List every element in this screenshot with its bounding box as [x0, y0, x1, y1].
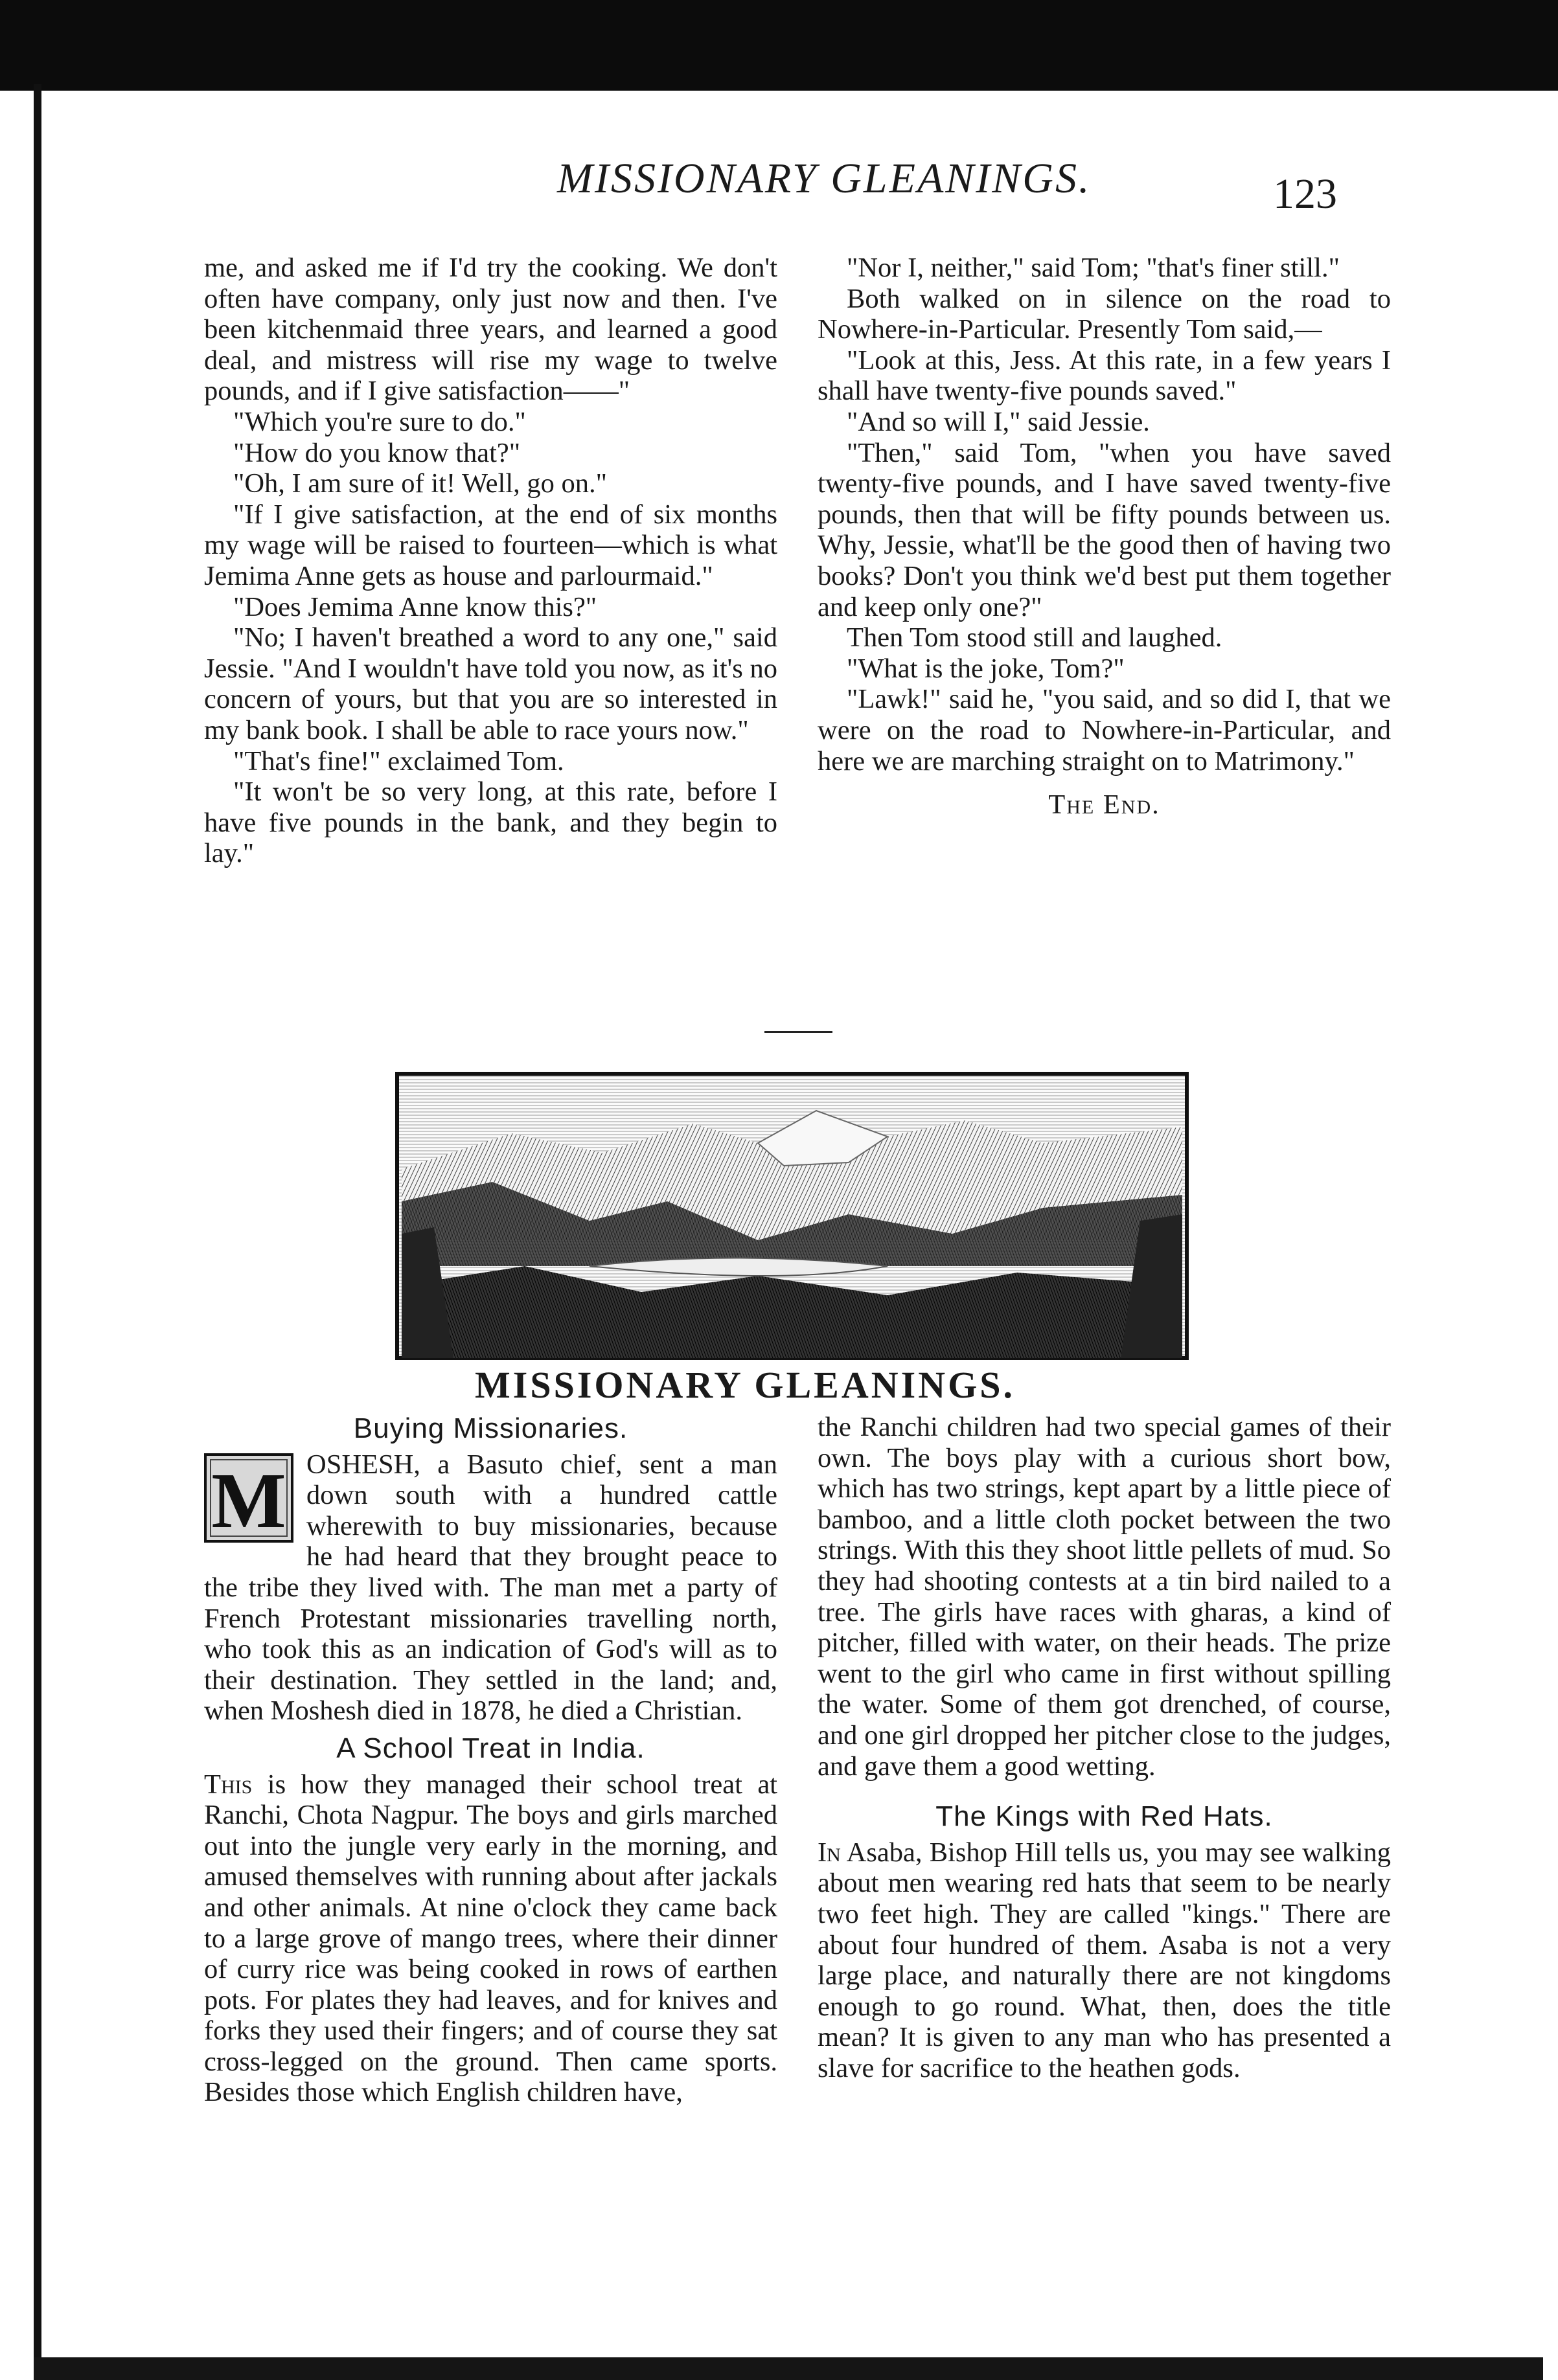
story-paragraph: "Which you're sure to do.": [233, 406, 526, 437]
story-paragraph: "Then," said Tom, "when you have saved twenty-five pounds, and I have saved twenty-five pounds, then that will be fifty pounds between us. Why, Jessie, what'll be the good then of having two books? Don't you think we'd best put them together and keep only one?": [818, 437, 1391, 622]
article-school-treat-body: [204, 1769, 777, 2109]
scan-left-border: [34, 84, 41, 2380]
story-paragraph: "That's fine!" exclaimed Tom.: [233, 745, 564, 776]
story-paragraph: "It won't be so very long, at this rate, before I have five pounds in the bank, and they begin to lay.": [204, 776, 777, 869]
story-right-column: [818, 253, 1391, 821]
article-buying-text: OSHESH, a Basuto chief, sent a man down south with a hundred cattle wherewith to buy missionaries, because he had heard that they brought peace to the tribe they lived with. The man met a party of French Protestant missionaries travelling north, who took this as an indication of God's will as to their destination. They settled in the land; and, when Moshesh died in 1878, he died a Christian.: [204, 1449, 777, 1727]
story-paragraph: "Nor I, neither," said Tom; "that's finer still.": [847, 253, 1340, 283]
articles-right-column: [818, 1412, 1391, 2083]
story-paragraph: "No; I haven't breathed a word to any one," said Jessie. "And I wouldn't have told you now, as it's no concern of yours, but that you are so interested in my bank book. I shall be able to race yours now.": [204, 622, 777, 745]
article-buying-body: [204, 1449, 777, 1727]
story-paragraph: "If I give satisfaction, at the end of six months my wage will be raised to fourteen—which is what Jemima Anne gets as house and parlourmaid.": [204, 499, 777, 591]
story-paragraph: "Lawk!" said he, "you said, and so did I, that we were on the road to Nowhere-in-Particular, and here we are marching straight on to Matrimony.": [818, 684, 1391, 776]
dropcap-letter: M: [211, 1456, 286, 1543]
section-title: MISSIONARY GLEANINGS.: [475, 1364, 1015, 1406]
landscape-engraving: [395, 1072, 1189, 1360]
page-number: 123: [1273, 170, 1337, 218]
the-end: The End.: [1048, 789, 1160, 821]
articles-left-column: [204, 1412, 777, 2108]
lead-word: In: [818, 1837, 841, 1868]
story-paragraph: me, and asked me if I'd try the cooking. We don't often have company, only just now and then. I've been kitchenmaid three years, and learned a good deal, and mistress will rise my wage to twelve pounds, and if I give satisfaction——": [204, 253, 777, 407]
article-school-treat-text: is how they managed their school treat at Ranchi, Chota Nagpur. The boys and girls marched out into the jungle very early in the morning, and amused themselves with running about after jackals and other animals. At nine o'clock they came back to a large grove of mango trees, where their dinner of curry rice was being cooked in rows of earthen pots. For plates they had leaves, and for knives and forks they used their fingers; and of course they sat cross-legged on the ground. Then came sports. Besides those which English children have,: [204, 1769, 777, 2108]
lead-word: This: [204, 1769, 253, 1800]
article-heading-kings: The Kings with Red Hats.: [935, 1800, 1273, 1833]
dropcap-ornament: [204, 1453, 293, 1543]
article-heading-school-treat: A School Treat in India.: [336, 1732, 645, 1764]
story-paragraph: "Oh, I am sure of it! Well, go on.": [233, 468, 607, 499]
article-kings-body: [818, 1837, 1391, 2084]
story-paragraph: "And so will I," said Jessie.: [847, 406, 1150, 437]
running-head: MISSIONARY GLEANINGS.: [557, 155, 1092, 202]
story-paragraph: Then Tom stood still and laughed.: [847, 622, 1222, 653]
scan-top-border: [0, 0, 1558, 91]
story-paragraph: "What is the joke, Tom?": [847, 653, 1125, 684]
story-paragraph: "Does Jemima Anne know this?": [233, 591, 597, 622]
article-kings-text: Asaba, Bishop Hill tells us, you may see walking about men wearing red hats that seem to be nearly two feet high. They are called "kings." There are about four hundred of them. Asaba is not a very large place, and naturally there are not kingdoms enough to go round. What, then, does the title mean? It is given to any man who has presented a slave for sacrifice to the heathen gods.: [818, 1837, 1391, 2083]
article-heading-buying: Buying Missionaries.: [353, 1412, 628, 1444]
story-paragraph: Both walked on in silence on the road to Nowhere-in-Particular. Presently Tom said,—: [818, 283, 1391, 345]
story-left-column: [204, 253, 777, 869]
story-paragraph: "How do you know that?": [233, 437, 521, 468]
scan-bottom-border: [34, 2357, 1543, 2380]
article-school-treat-continued: the Ranchi children had two special games of their own. The boys play with a curious short bow, which has two strings, kept apart by a little piece of bamboo, and a little cloth pocket between the two strings. With this they shoot little pellets of mud. So they had shooting contests at a tin bird nailed to a tree. The girls have races with gharas, a kind of pitcher, filled with water, on their heads. The prize went to the girl who came in first without spilling the water. Some of them got drenched, of course, and one girl dropped her pitcher close to the judges, and gave them a good wetting.: [818, 1412, 1391, 1782]
section-rule: [764, 1031, 832, 1033]
story-paragraph: "Look at this, Jess. At this rate, in a few years I shall have twenty-five pounds saved.": [818, 345, 1391, 407]
